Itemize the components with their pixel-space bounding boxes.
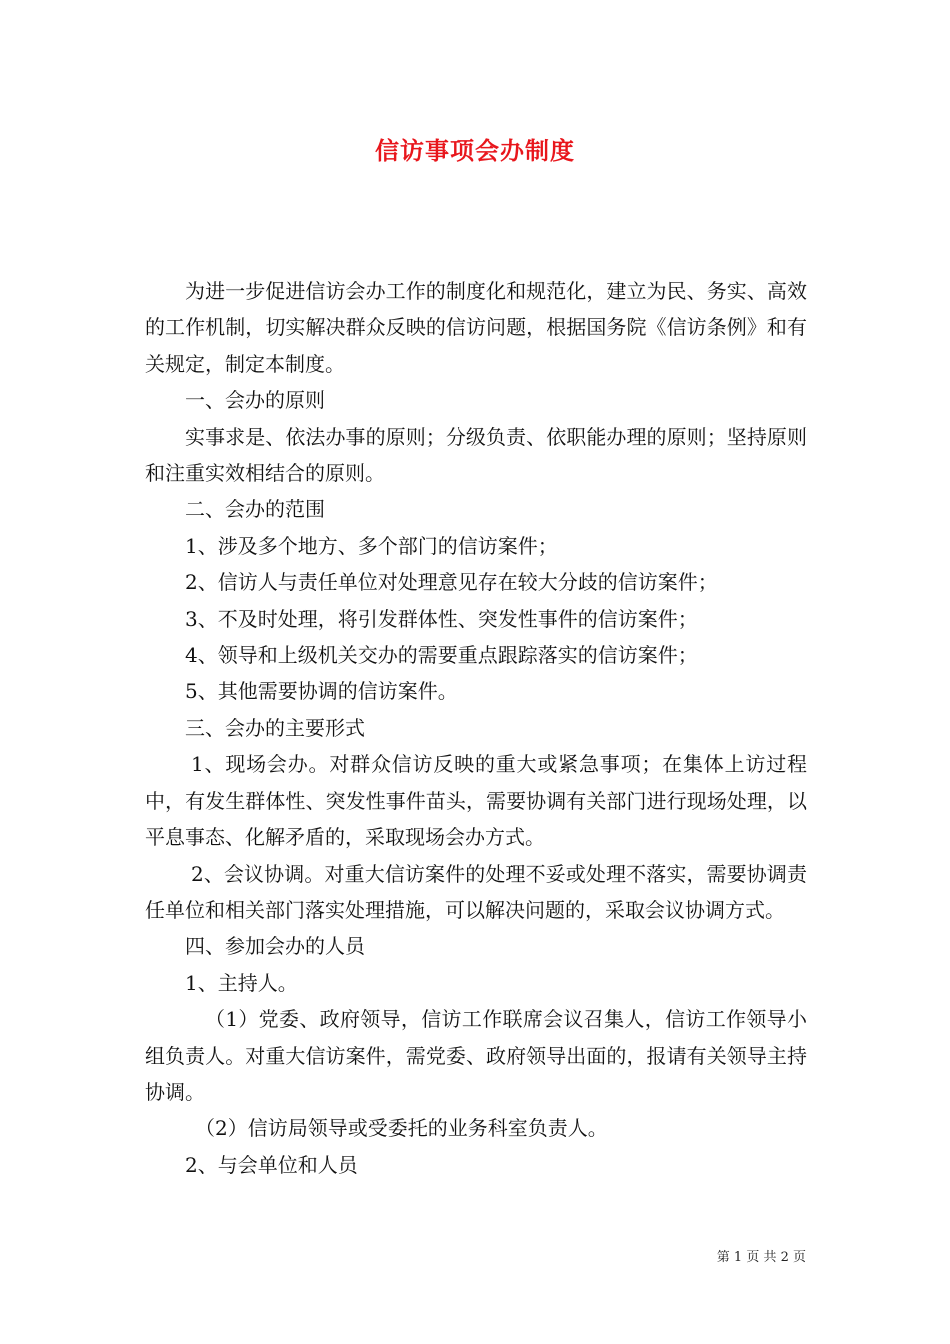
list-item: 2、与会单位和人员: [185, 1152, 358, 1177]
list-item: 2、信访人与责任单位对处理意见存在较大分歧的信访案件；: [185, 570, 718, 595]
paragraph: 1、现场会办。对群众信访反映的重大或紧急事项；在集体上访过程中，有发生群体性、突发性事件苗头，需要协调有关部门进行现场处理，以平息事态、化解矛盾的，采取现场会办方式。: [145, 752, 807, 850]
section-heading: 三、会办的主要形式: [185, 715, 365, 740]
document-body: [145, 273, 807, 1183]
list-item: 1、涉及多个地方、多个部门的信访案件；: [185, 533, 558, 558]
list-item: 1、主持人。: [185, 970, 298, 995]
list-item: 4、领导和上级机关交办的需要重点跟踪落实的信访案件；: [185, 643, 698, 668]
section-heading: 一、会办的原则: [185, 388, 325, 413]
paragraph: 实事求是、依法办事的原则；分级负责、依职能办理的原则；坚持原则和注重实效相结合的原则。: [145, 424, 807, 486]
paragraph-intro: 为进一步促进信访会办工作的制度化和规范化，建立为民、务实、高效的工作机制，切实解决群众反映的信访问题，根据国务院《信访条例》和有关规定，制定本制度。: [145, 279, 807, 376]
paragraph: （1）党委、政府领导，信访工作联席会议召集人，信访工作领导小组负责人。对重大信访案件，需党委、政府领导出面的，报请有关领导主持协调。: [145, 1007, 807, 1104]
list-item: 5、其他需要协调的信访案件。: [185, 679, 458, 704]
list-item: （2）信访局领导或受委托的业务科室负责人。: [195, 1116, 608, 1141]
paragraph: 2、会议协调。对重大信访案件的处理不妥或处理不落实，需要协调责任单位和相关部门落实处理措施，可以解决问题的，采取会议协调方式。: [145, 861, 807, 922]
section-heading: 四、参加会办的人员: [185, 934, 365, 959]
page-indicator: 第 1 页 共 2 页: [716, 1250, 806, 1265]
section-heading: 二、会办的范围: [185, 497, 325, 522]
list-item: 3、不及时处理，将引发群体性、突发性事件的信访案件；: [185, 606, 698, 631]
document-title: 信访事项会办制度: [375, 136, 575, 165]
